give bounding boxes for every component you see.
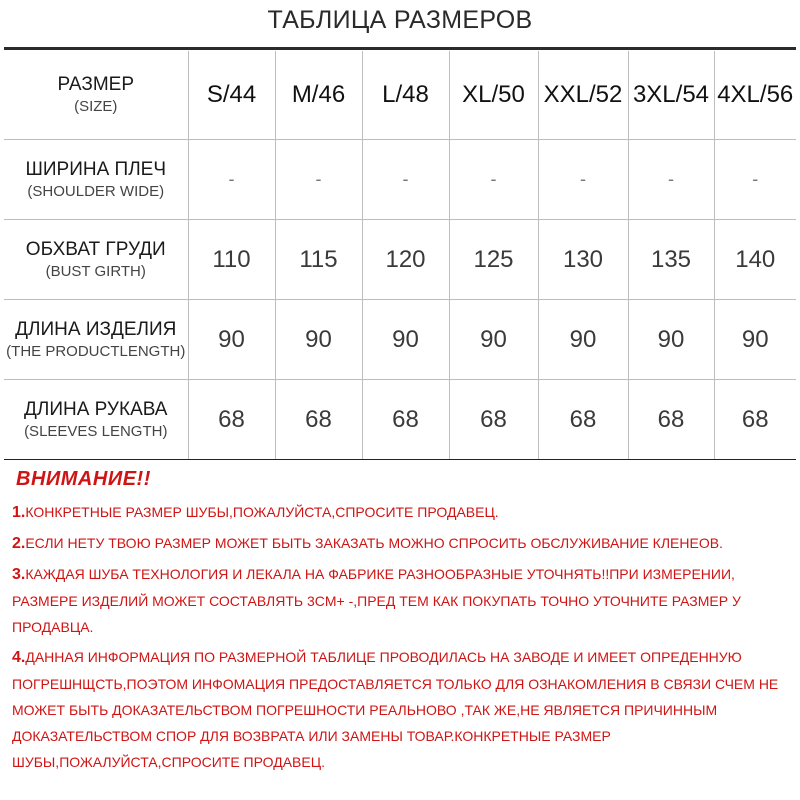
table-cell: 90	[538, 300, 628, 380]
table-cell: 135	[628, 220, 714, 300]
row-label-cell	[4, 140, 188, 220]
note-text: ЕСЛИ НЕТУ ТВОЮ РАЗМЕР МОЖЕТ БЫТЬ ЗАКАЗАТЬ МОЖНО СПРОСИТЬ ОБСЛУЖИВАНИЕ КЛЕНЕОВ.	[25, 535, 723, 551]
note-number: 4.	[12, 649, 26, 666]
row-label-sub: (BUST GIRTH)	[45, 262, 146, 280]
table-cell: 68	[362, 380, 449, 460]
table-cell: -	[188, 140, 275, 220]
size-chart-table	[4, 51, 796, 460]
note-item	[12, 530, 794, 557]
size-header: XXL/52	[538, 51, 628, 140]
row-label: ОБХВАТ ГРУДИ	[25, 238, 166, 260]
table-row-sleeve	[4, 380, 796, 460]
row-label-cell	[4, 220, 188, 300]
table-cell: 90	[362, 300, 449, 380]
row-label: ДЛИНА РУКАВА	[24, 398, 168, 420]
table-header-row	[4, 51, 796, 140]
note-item	[12, 644, 794, 775]
note-item	[12, 561, 794, 640]
table-cell: 140	[714, 220, 796, 300]
header-label-cell	[4, 51, 188, 140]
table-cell: 68	[714, 380, 796, 460]
row-label: ШИРИНА ПЛЕЧ	[25, 158, 167, 180]
table-cell: 130	[538, 220, 628, 300]
table-cell: 125	[449, 220, 538, 300]
size-header: 3XL/54	[628, 51, 714, 140]
table-cell: 68	[628, 380, 714, 460]
note-text: ДАННАЯ ИНФОРМАЦИЯ ПО РАЗМЕРНОЙ ТАБЛИЦЕ ПРОВОДИЛАСЬ НА ЗАВОДЕ И ИМЕЕТ ОПРЕДЕННУЮ ПОГРЕШНЩСТЬ,ПОЭТОМ ИНФОМАЦИЯ ПРЕДОСТАВЛЯЕТСЯ ТОЛЬКО ДЛЯ ОЗНАКОМЛЕНИЯ В СВЯЗИ СЧЕМ НЕ МОЖЕТ БЫТЬ ДОКАЗАТЕЛЬСТВОМ ПОГРЕШНОСТИ РЕАЛЬНОВО ,ТАК ЖЕ,НЕ ЯВЛЯЕТСЯ ПРИЧИННЫМ ДОКАЗАТЕЛЬСТВОМ СПОР ДЛЯ ВОЗВРАТА ИЛИ ЗАМЕНЫ ТОВАР.КОНКРЕТНЫЕ РАЗМЕР ШУБЫ,ПОЖАЛУЙСТА,СПРОСИТЕ ПРОДАВЕЦ.	[12, 649, 779, 770]
note-text: КОНКРЕТНЫЕ РАЗМЕР ШУБЫ,ПОЖАЛУЙСТА,СПРОСИТЕ ПРОДАВЕЦ.	[25, 504, 499, 520]
table-cell: -	[362, 140, 449, 220]
table-cell: -	[628, 140, 714, 220]
row-label: ДЛИНА ИЗДЕЛИЯ	[15, 318, 177, 340]
attention-heading: ВНИМАНИЕ!!	[16, 468, 151, 490]
table-cell: 90	[714, 300, 796, 380]
note-number: 2.	[12, 535, 26, 552]
table-cell: 90	[449, 300, 538, 380]
size-label-sub: (SIZE)	[74, 98, 118, 115]
size-header: M/46	[275, 51, 362, 140]
table-cell: 68	[275, 380, 362, 460]
page-title: ТАБЛИЦА РАЗМЕРОВ	[267, 6, 533, 34]
size-header: S/44	[188, 51, 275, 140]
notes-section	[12, 468, 794, 779]
table-cell: 90	[628, 300, 714, 380]
table-cell: -	[714, 140, 796, 220]
note-number: 1.	[12, 504, 26, 521]
size-header: L/48	[362, 51, 449, 140]
table-cell: 90	[188, 300, 275, 380]
table-cell: -	[449, 140, 538, 220]
table-cell: -	[538, 140, 628, 220]
note-item	[12, 499, 794, 526]
row-label-sub: (SLEEVES LENGTH)	[24, 422, 168, 440]
size-label: РАЗМЕР	[57, 74, 134, 95]
row-label-cell	[4, 300, 188, 380]
table-cell: -	[275, 140, 362, 220]
table-row-length	[4, 300, 796, 380]
title-divider	[4, 47, 796, 50]
row-label-sub: (SHOULDER WIDE)	[27, 182, 165, 200]
table-cell: 90	[275, 300, 362, 380]
table-cell: 120	[362, 220, 449, 300]
note-text: КАЖДАЯ ШУБА ТЕХНОЛОГИЯ И ЛЕКАЛА НА ФАБРИКЕ РАЗНООБРАЗНЫЕ УТОЧНЯТЬ!!ПРИ ИЗМЕРЕНИИ, РАЗМЕРЕ ИЗДЕЛИЙ МОЖЕТ СОСТАВЛЯТЬ 3CM+ -,ПРЕД ТЕМ КАК ПОКУПАТЬ ТОЧНО УТОЧНИТЕ РАЗМЕР У ПРОДАВЦА.	[12, 566, 741, 635]
table-row-shoulder	[4, 140, 796, 220]
size-header: 4XL/56	[714, 51, 796, 140]
note-number: 3.	[12, 566, 26, 583]
table-cell: 110	[188, 220, 275, 300]
table-cell: 115	[275, 220, 362, 300]
table-cell: 68	[188, 380, 275, 460]
table-cell: 68	[538, 380, 628, 460]
table-cell: 68	[449, 380, 538, 460]
size-header: XL/50	[449, 51, 538, 140]
row-label-sub: (THE PRODUCTLENGTH)	[6, 342, 186, 360]
row-label-cell	[4, 380, 188, 460]
table-row-bust	[4, 220, 796, 300]
